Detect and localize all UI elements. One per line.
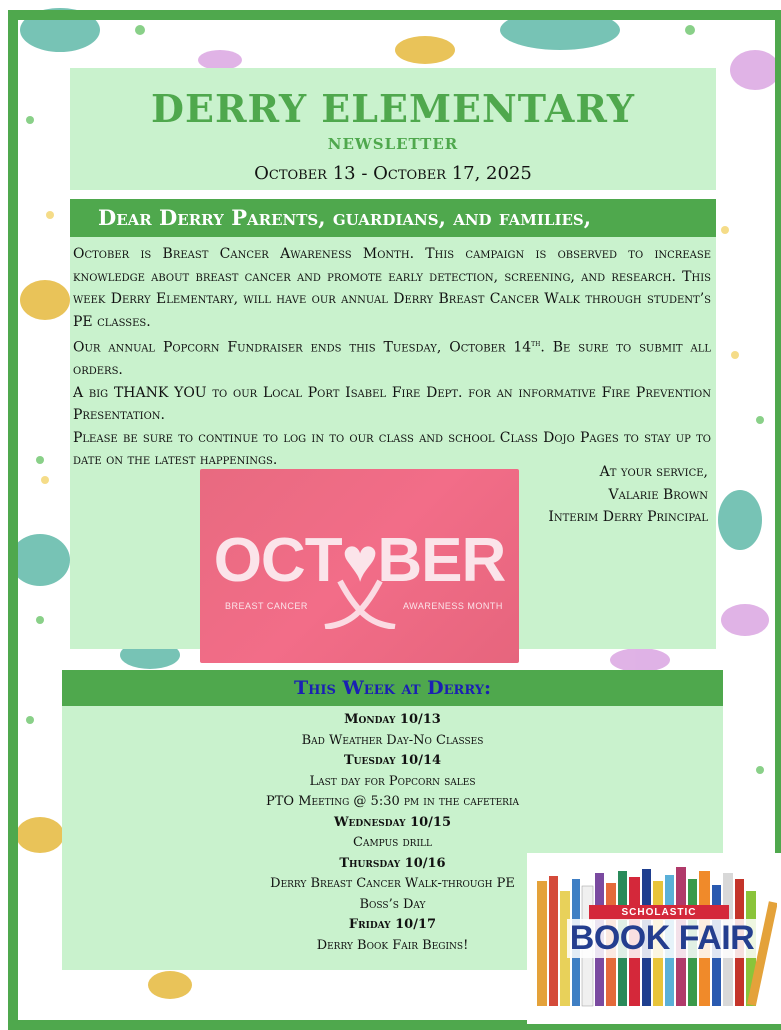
paragraph-class-dojo: Please be sure to continue to log in to our class and school Class Dojo Pages to stay up to date on the latest happenings. [73, 429, 711, 469]
october-awareness-image [200, 469, 519, 663]
school-title: DERRY ELEMENTARY [151, 86, 635, 131]
letter-body [70, 237, 716, 649]
pink-ribbon-icon [320, 579, 400, 629]
paragraph-fire-dept: A big THANK YOU to our Local Port Isabel Fire Dept. for an informative Fire Prevention Presentation. [73, 384, 711, 424]
signoff-title: Interim Derry Principal [548, 509, 708, 525]
thursday-item-boss: Boss’s Day [359, 896, 426, 912]
popcorn-sup: th [531, 339, 541, 349]
popcorn-text: Our annual Popcorn Fundraiser ends this Tuesday, October 14 [73, 339, 532, 356]
day-thursday: Thursday 10/16 [339, 855, 446, 871]
newsletter-label: NEWSLETTER [327, 135, 459, 153]
paragraph-awareness: October is Breast Cancer Awareness Month. This campaign is observed to increase knowledge about breast cancer and promote early detection, screening, and research. This week Derry Elementary, will have our annual Derry Breast Cancer Walk through student’s PE classes. [73, 246, 711, 330]
day-tuesday: Tuesday 10/14 [343, 753, 442, 768]
book-fair-image [527, 853, 781, 1024]
popcorn-tail: . Be sure to submit all orders. [73, 339, 711, 379]
scholastic-brand: SCHOLASTIC [589, 905, 729, 920]
day-wednesday: Wednesday 10/15 [333, 814, 452, 830]
newsletter-header [70, 68, 716, 190]
thursday-item-walk: Derry Breast Cancer Walk-through PE [270, 876, 515, 891]
monday-item: Bad Weather Day-No Classes [301, 732, 484, 748]
day-monday: Monday 10/13 [344, 712, 441, 727]
signoff-closing: At your service, [599, 464, 708, 480]
salutation-banner: Dear Derry Parents, guardians, and families, [70, 199, 716, 237]
signature-block [548, 461, 708, 529]
day-friday: Friday 10/17 [348, 917, 437, 932]
wednesday-item: Campus drill [353, 835, 432, 850]
awareness-month-caption: AWARENESS MONTH [403, 601, 503, 611]
letter-text [73, 243, 711, 472]
friday-item: Derry Book Fair Begins! [316, 937, 469, 953]
week-heading: This Week at Derry: [62, 670, 723, 706]
date-range: October 13 - October 17, 2025 [254, 163, 532, 184]
breast-cancer-caption: BREAST CANCER [225, 601, 308, 611]
tuesday-item-popcorn: Last day for Popcorn sales [309, 773, 476, 789]
paragraph-popcorn [73, 333, 711, 382]
october-word: OCT♥BER [213, 526, 506, 595]
tuesday-item-pto: PTO Meeting @ 5:30 pm in the cafeteria [266, 794, 519, 809]
signoff-name: Valarie Brown [608, 486, 708, 503]
book-fair-title: BOOK FAIR [567, 919, 757, 958]
